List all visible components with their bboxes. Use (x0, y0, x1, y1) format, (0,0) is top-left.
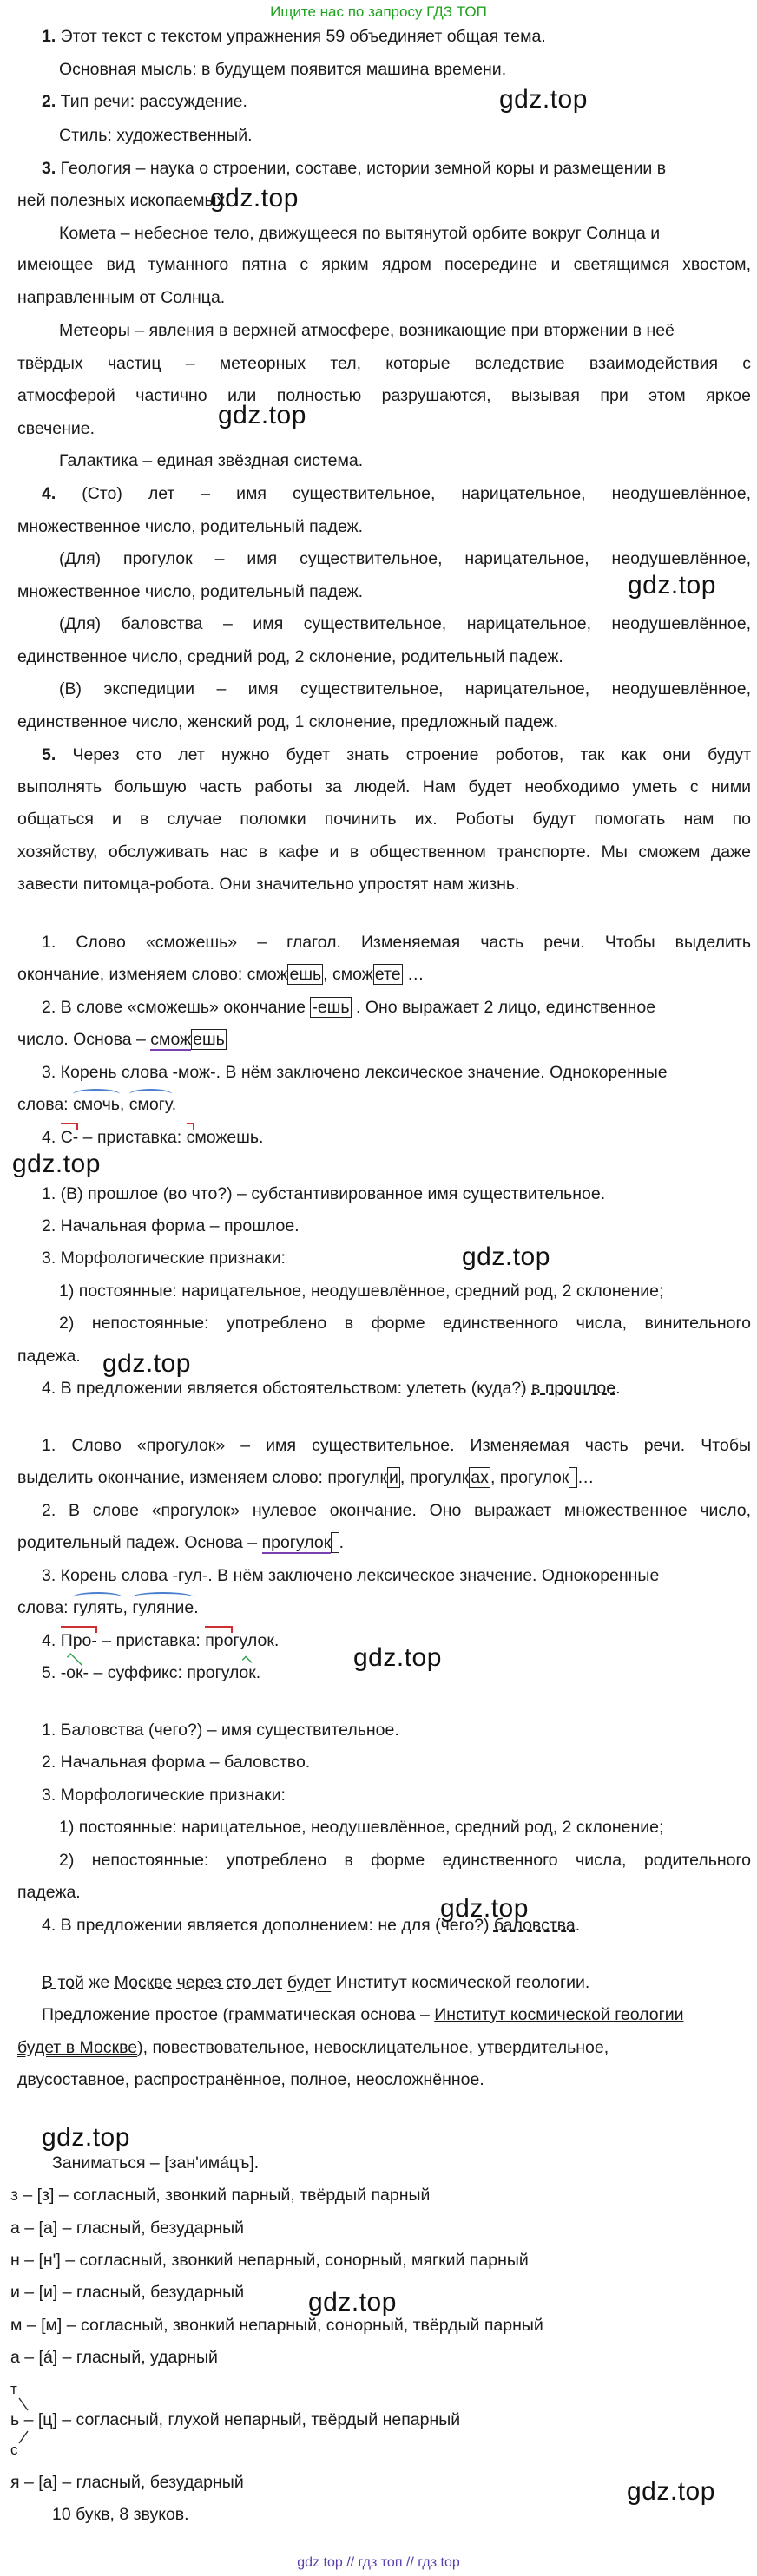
ending-box: ете (374, 965, 401, 984)
phonetic-line (10, 2409, 460, 2430)
text-line (17, 1094, 176, 1115)
text: 4. В предложении является обстоятельством: улететь (куда?) (42, 1379, 532, 1398)
word: с (186, 1128, 195, 1147)
text: … (576, 1468, 595, 1487)
word: гуляние (132, 1598, 194, 1617)
text-line: (Для) прогулок – имя существительное, нарицательное, неодушевлённое, (59, 549, 751, 568)
sentence-line (42, 1972, 589, 1993)
text-line (17, 2037, 609, 2058)
text: – приставка: (96, 1631, 206, 1650)
text-line: 3. Морфологические признаки: (42, 1786, 286, 1805)
text-line: падежа. (17, 1347, 81, 1366)
text: можешь. (194, 1128, 264, 1147)
text-line (17, 1597, 199, 1618)
text: – приставка: (78, 1128, 187, 1147)
text: . (575, 1916, 581, 1935)
underlined-phrase: В той (42, 1973, 84, 1992)
text-line: 10 букв, 8 звуков. (52, 2505, 189, 2524)
cognate-word (73, 1598, 122, 1617)
text-line: падежа. (17, 1883, 81, 1902)
text-line: завести питомца-робота. Они значительно упростят нам жизнь. (17, 875, 520, 894)
task-number: 3. (42, 159, 56, 178)
text-line: единственное число, средний род, 2 склонение, родительный падеж. (17, 647, 563, 666)
task-1-line (42, 26, 546, 47)
text-line: 2. Начальная форма – прошлое. (42, 1216, 300, 1236)
phonetic-line: м – [м] – согласный, звонкий непарный, сонорный, твёрдый парный (10, 2316, 543, 2335)
phonetic-line: а – [á] – гласный, ударный (10, 2348, 218, 2367)
text-line: выполнять большую часть работы за людей. Нам будет необходимо уметь с ними (17, 777, 751, 796)
text: … (402, 965, 425, 984)
phonetic-line: я – [а] – гласный, безударный (10, 2473, 244, 2492)
text-line (42, 997, 655, 1018)
text: ), повествовательное, невосклицательное, утвердительное, (137, 2038, 609, 2057)
word: про (205, 1631, 234, 1650)
watermark: gdz.top (308, 2288, 397, 2317)
text: , прогулк (399, 1468, 470, 1487)
watermark: gdz.top (440, 1894, 529, 1923)
text-line (42, 1662, 260, 1683)
text: 2. В слове «сможешь» окончание (42, 998, 311, 1017)
watermark: gdz.top (462, 1242, 550, 1271)
word: смочь (73, 1095, 120, 1114)
text: слова: (17, 1095, 74, 1114)
phonetic-line: н – [н'] – согласный, звонкий непарный, сонорный, мягкий парный (10, 2251, 529, 2270)
text: . (339, 1533, 345, 1552)
root: -мож- (172, 1063, 216, 1082)
ending-box: -ешь (312, 998, 350, 1017)
prefix (205, 1631, 233, 1650)
prefix-mark (61, 1123, 79, 1130)
word: гулять (73, 1598, 123, 1617)
text-line: 1. Баловства (чего?) – имя существительное. (42, 1721, 399, 1740)
text: Этот текст с текстом упражнения 59 объединяет общая тема. (56, 27, 546, 46)
root-arc-mark (73, 1089, 120, 1099)
text-line: единственное число, женский род, 1 склонение, предложный падеж. (17, 712, 559, 731)
text: Через сто лет нужно будет знать строение роботов, так как они будут (56, 745, 751, 764)
phonetic-line: а – [а] – гласный, безударный (10, 2219, 244, 2238)
text: , прогулок (490, 1468, 569, 1487)
task-number: 5. (42, 745, 56, 764)
ending-box (569, 1467, 576, 1488)
text-line: имеющее вид туманного пятна с ярким ядром посередине и светящимся хвостом, (17, 255, 751, 274)
ending-box: ешь (289, 965, 322, 984)
prefix-mark (205, 1626, 233, 1633)
prefix (61, 1631, 97, 1650)
root-arc-mark (129, 1089, 172, 1099)
text-line: 1) постоянные: нарицательное, неодушевлённое, средний род, 2 склонение; (59, 1281, 664, 1301)
cognate-word (73, 1095, 120, 1114)
text-line: 1. Слово «сможешь» – глагол. Изменяемая часть речи. Чтобы выделить (42, 933, 751, 952)
root-arc-mark (132, 1592, 194, 1603)
text-line (42, 1378, 620, 1399)
text: . Оно выражает 2 лицо, единственное (351, 998, 656, 1017)
word: С- (60, 1128, 79, 1147)
text: . (255, 1663, 261, 1682)
text: . В нём заключено лексическое значение. Однокоренные (207, 1566, 660, 1585)
text-line: 1. (В) прошлое (во что?) – субстантивированное имя существительное. (42, 1184, 606, 1203)
watermark: gdz.top (628, 571, 716, 600)
footer-links[interactable]: gdz top // гдз топ // гдз top (297, 2555, 460, 2570)
phonetic-line: з – [з] – согласный, звонкий парный, твёрдый парный (10, 2186, 431, 2205)
watermark: gdz.top (12, 1150, 101, 1178)
text-line: 1) постоянные: нарицательное, неодушевлённое, средний род, 2 склонение; (59, 1818, 664, 1837)
watermark: gdz.top (627, 2477, 715, 2506)
text-line: Основная мысль: в будущем появится машина времени. (59, 60, 507, 79)
text-line: 1. Слово «прогулок» – имя существительное. Изменяемая часть речи. Чтобы (42, 1436, 751, 1455)
text-line (42, 1915, 580, 1936)
text-line: Заниматься – [зан'имáцъ]. (52, 2153, 260, 2173)
word: Про- (60, 1631, 97, 1650)
text: Геология – наука о строении, составе, истории земной коры и размещении в (56, 159, 667, 178)
text: окончание, изменяем слово: смож (17, 965, 288, 984)
text-line: 2) непостоянные: употреблено в форме единственного числа, винительного (59, 1314, 751, 1333)
text-line: Стиль: художественный. (59, 126, 253, 145)
text-line: твёрдых частиц – метеорных тел, которые вследствие взаимодействия с (17, 354, 751, 373)
text-line: двусоставное, распространённое, полное, неосложнённое. (17, 2070, 484, 2089)
ending-box (331, 1532, 339, 1553)
text: гулок. (233, 1631, 280, 1650)
task-5-line (42, 744, 751, 765)
text-line: множественное число, родительный падеж. (17, 517, 364, 536)
text-line (42, 1062, 668, 1083)
text: 4. В предложении является дополнением: не для (чего?) (42, 1916, 494, 1935)
text: слова: (17, 1598, 74, 1617)
text-line: 3. Морфологические признаки: (42, 1249, 286, 1268)
text: . (194, 1598, 199, 1617)
text-line (17, 964, 425, 985)
watermark: gdz.top (353, 1643, 442, 1672)
letter: ь (10, 2410, 20, 2429)
predicate: будет в Москве (17, 2038, 138, 2057)
phonetic-letter: т (10, 2381, 17, 2397)
bracket-lines (9, 2395, 35, 2447)
ending-box: ах (471, 1468, 489, 1487)
text-line: Метеоры – явления в верхней атмосфере, возникающие при вторжении в неё (59, 321, 675, 340)
text-line: свечение. (17, 419, 95, 438)
text-line (17, 1467, 594, 1488)
text-line: 2) непостоянные: употреблено в форме единственного числа, родительного (59, 1851, 751, 1870)
text: родительный падеж. Основа – (17, 1533, 262, 1552)
text-line: направленным от Солнца. (17, 288, 226, 307)
ending-box: и (388, 1468, 398, 1487)
text-line: множественное число, родительный падеж. (17, 582, 364, 601)
text-line (17, 1029, 227, 1050)
underlined-phrase: Москве (114, 1973, 173, 1992)
task-4-line (42, 483, 751, 504)
subject: Институт космической геологии (434, 2005, 684, 2024)
text: число. Основа – (17, 1030, 151, 1049)
text: же (83, 1973, 115, 1992)
suffix-mark: ок (239, 1663, 256, 1682)
text-line (42, 1565, 659, 1586)
root-arc-mark (73, 1592, 122, 1603)
text: Предложение простое (грамматическая основа – (42, 2005, 435, 2024)
text: (Сто) лет – имя существительное, нарицательное, неодушевлённое, (56, 484, 751, 503)
task-number: 2. (42, 92, 56, 111)
underlined-word: баловства (493, 1916, 576, 1935)
prefix (187, 1128, 195, 1147)
cognate-word (129, 1095, 172, 1114)
text-line (42, 2004, 683, 2025)
text: Тип речи: рассуждение. (56, 92, 247, 111)
text: 4. (42, 1631, 61, 1650)
text-line: (В) экспедиции – имя существительное, нарицательное, неодушевлённое, (59, 679, 751, 698)
underlined-phrase: в прошлое (531, 1379, 616, 1398)
text-line: атмосферой частично или полностью разрушаются, вызывая при этом яркое (17, 386, 751, 405)
top-banner[interactable]: Ищите нас по запросу ГДЗ ТОП (270, 3, 487, 20)
suffix-mark: -ок- (60, 1663, 89, 1682)
text-line: ней полезных ископаемых. (17, 191, 230, 210)
text-line (42, 1127, 263, 1148)
root: -гул- (172, 1566, 208, 1585)
watermark: gdz.top (42, 2123, 130, 2152)
word: смогу (128, 1095, 172, 1114)
text: . В нём заключено лексическое значение. Однокоренные (215, 1063, 668, 1082)
text: . (615, 1379, 621, 1398)
watermark: gdz.top (218, 401, 306, 429)
watermark: gdz.top (102, 1349, 191, 1378)
text: 5. (42, 1663, 61, 1682)
text: выделить окончание, изменяем слово: прогулк (17, 1468, 387, 1487)
task-3-line (42, 158, 666, 179)
text-line: Галактика – единая звёздная система. (59, 451, 364, 470)
predicate: будет (286, 1973, 332, 1992)
prefix-mark (187, 1123, 195, 1130)
text: , смож (323, 965, 373, 984)
stem-underline: смож (150, 1030, 192, 1049)
text: . (584, 1973, 590, 1992)
cognate-word (132, 1598, 194, 1617)
text: 3. Корень слова (42, 1566, 173, 1585)
prefix (61, 1128, 79, 1147)
text-line: Комета – небесное тело, движущееся по вытянутой орбите вокруг Солнца и (59, 224, 661, 243)
text: . (171, 1095, 177, 1114)
text-line: общаться и в случае поломки починить их. Роботы будут помогать нам по (17, 810, 751, 829)
text-line (17, 1532, 344, 1553)
text: 3. Корень слова (42, 1063, 173, 1082)
text: – суффикс: прогул (89, 1663, 240, 1682)
text-line: 2. В слове «прогулок» нулевое окончание. Оно выражает множественное число, (42, 1501, 751, 1520)
phonetic-letter: с (10, 2442, 18, 2458)
prefix-mark (61, 1626, 97, 1633)
text: , (119, 1095, 129, 1114)
ending-box: ешь (193, 1030, 225, 1049)
subject: Институт космической геологии (335, 1973, 585, 1992)
text: 4. (42, 1128, 61, 1147)
text: – [ц] – согласный, глухой непарный, твёрдый непарный (19, 2410, 461, 2429)
underlined-phrase: через сто лет (176, 1973, 283, 1992)
task-2-line (42, 91, 247, 112)
task-number: 4. (42, 484, 56, 503)
phonetic-line: и – [и] – гласный, безударный (10, 2283, 245, 2302)
text-line: (Для) баловства – имя существительное, нарицательное, неодушевлённое, (59, 614, 751, 633)
task-number: 1. (42, 27, 56, 46)
watermark: gdz.top (499, 85, 588, 114)
text-line (42, 1630, 279, 1651)
watermark: gdz.top (210, 184, 299, 213)
stem-underline: прогулок (261, 1533, 332, 1552)
text: , (122, 1598, 133, 1617)
text-line: 2. Начальная форма – баловство. (42, 1753, 311, 1772)
text-line: хозяйству, обслуживать нас в кафе и в общественном транспорте. Мы сможем даже (17, 842, 751, 862)
